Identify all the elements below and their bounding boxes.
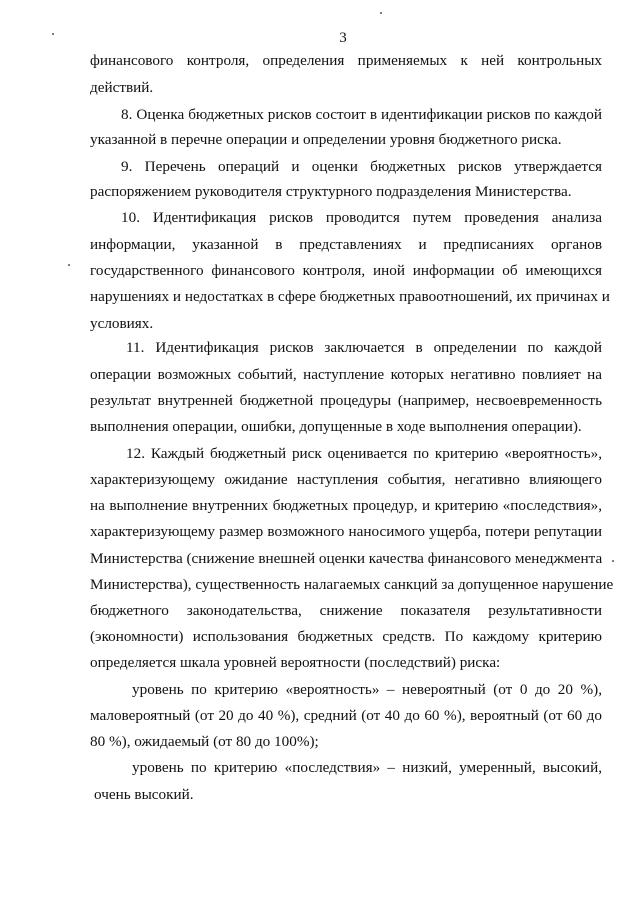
text-line: условиях. <box>90 315 154 332</box>
text-line: финансового контроля, определения применяемых к ней контрольных <box>90 52 602 69</box>
page-number: 3 <box>339 30 347 46</box>
text-line: 8. Оценка бюджетных рисков состоит в идентификации рисков по каждой <box>121 106 602 123</box>
text-line: действий. <box>90 79 154 96</box>
scan-speck <box>380 12 382 14</box>
text-line: 80 %), ожидаемый (от 80 до 100%); <box>90 733 319 750</box>
text-line: указанной в перечне операции и определении уровня бюджетного риска. <box>90 131 562 148</box>
scan-speck <box>612 560 614 562</box>
text-line: операции возможных событий, наступление которых негативно повлияет на <box>90 366 602 383</box>
text-line: 10. Идентификация рисков проводится путем проведения анализа <box>121 209 602 226</box>
text-line: распоряжением руководителя структурного подразделения Министерства. <box>90 183 572 200</box>
text-line: 9. Перечень операций и оценки бюджетных рисков утверждается <box>121 158 602 175</box>
text-line: Министерства), существенность налагаемых санкций за допущенное нарушение <box>90 576 614 593</box>
text-line: информации, указанной в представлениях и предписаниях органов <box>90 236 602 253</box>
text-line: на выполнение внутренних бюджетных процедур, и критерию «последствия», <box>90 497 602 514</box>
text-line: результат внутренней бюджетной процедуры (например, несвоевременность <box>90 392 602 409</box>
text-line: характеризующему размер возможного наносимого ущерба, потери репутации <box>90 523 602 540</box>
text-line: уровень по критерию «последствия» – низкий, умеренный, высокий, <box>132 759 602 776</box>
text-line: определяется шкала уровней вероятности (последствий) риска: <box>90 654 501 671</box>
text-line: (экономности) использования бюджетных средств. По каждому критерию <box>90 628 602 645</box>
text-line: выполнения операции, ошибки, допущенные в ходе выполнения операции). <box>90 418 582 435</box>
text-line: государственного финансового контроля, иной информации об имеющихся <box>90 262 602 279</box>
text-line: очень высокий. <box>94 786 194 803</box>
text-line: 12. Каждый бюджетный риск оценивается по критерию «вероятность», <box>126 445 602 462</box>
text-line: характеризующему ожидание наступления события, негативно влияющего <box>90 471 602 488</box>
text-line: Министерства (снижение внешней оценки качества финансового менеджмента <box>90 550 603 567</box>
text-line: маловероятный (от 20 до 40 %), средний (от 40 до 60 %), вероятный (от 60 до <box>90 707 602 724</box>
scan-speck <box>52 33 54 35</box>
text-line: уровень по критерию «вероятность» – невероятный (от 0 до 20 %), <box>132 681 602 698</box>
scan-speck <box>68 264 70 266</box>
text-line: нарушениях и недостатках в сфере бюджетных правоотношений, их причинах и <box>90 288 610 305</box>
text-line: бюджетного законодательства, снижение показателя результативности <box>90 602 602 619</box>
text-line: 11. Идентификация рисков заключается в определении по каждой <box>126 339 602 356</box>
